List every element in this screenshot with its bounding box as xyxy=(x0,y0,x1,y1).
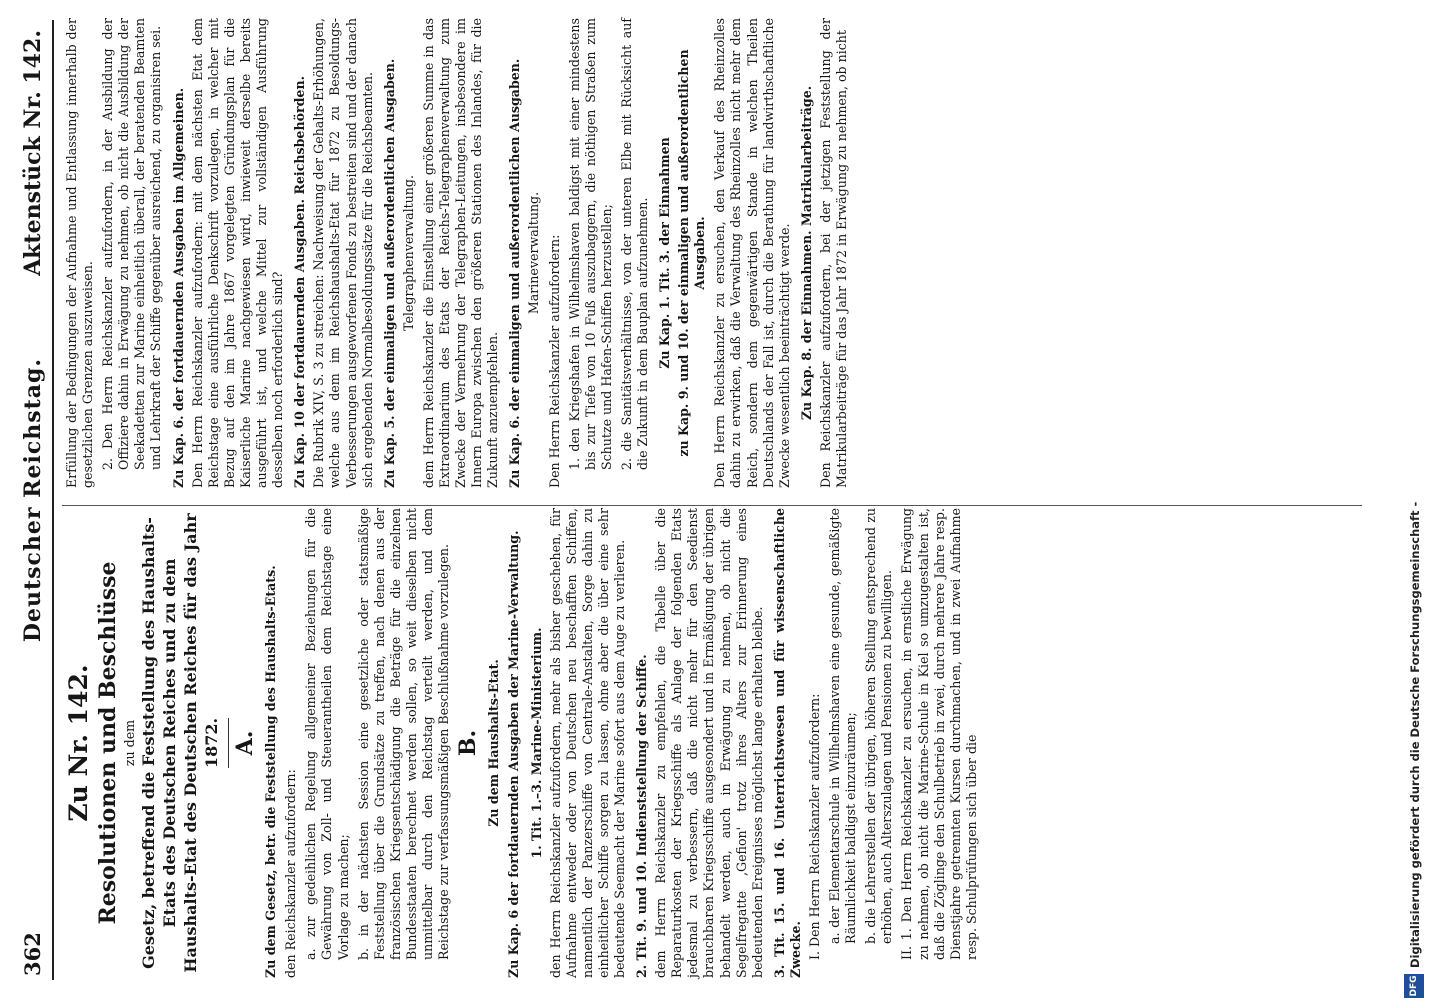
b-sub: Zu Kap. 6 der fortdauernden Ausgaben der Marine-Verwaltung. xyxy=(506,530,522,978)
r-s2-text: Die Rubrik XIV, S. 3 zu streichen: Nachweisung der Gehalts-Erhöhungen, welche aus dem im Reichshaushalts-Etat für 1872 zu Besoldungs-Verbesserungen ausgeworfenen Fonds zu bestreiten sind und der danach sich ergebenden Normalbesoldungssätze für die Reichsbeamten. xyxy=(311,18,375,488)
header-rule xyxy=(52,20,54,980)
r-s5-text: Den Herrn Reichskanzler zu ersuchen, den Verkauf des Rheinzolles dahin zu erwirken, daß die Verwaltung des Rheinzolles nicht mehr dem Reich, sondern dem gegenwärtigen Stande in welchen Theilen Deutschlands der Fall ist, durch die Berathung für landwirthschaftliche Zwecke wesentlich beeinträchtigt werde. xyxy=(712,18,792,488)
b1-text: den Herrn Reichskanzler aufzufordern, mehr als bisher geschehen, für Aufnahme entweder oder von Deutschen neu beschafften Schiffen, namentlich der Panzerschiffe von Centrale-Anstalten, Sorge dahin zu einheitlicher Schiffe sorgen zu lassen, ohne aber die über eine sehr bedeutende Seemacht der Marine sofort aus dem Auge zu verlieren. xyxy=(547,508,627,978)
b3-i: I. Den Herrn Reichskanzler aufzufordern: xyxy=(807,693,822,960)
r-s2-heading: Zu Kap. 10 der fortdauernden Ausgaben. Reichsbehörden. xyxy=(292,76,308,488)
b3-heading: 3. Tit. 15. und 16. Unterrichtswesen und für wissenschaftliche Zwecke. xyxy=(771,508,803,978)
r-s6-text: Den Reichskanzler aufzufordern, bei der jetzigen Feststellung der Matrikularbeiträge für das Jahr 1872 in Erwägung zu nehmen, ob nicht xyxy=(817,18,850,488)
a-item-a: a. zur gedeihlichen Regelung allgemeiner Beziehungen für die Gewährung von Zoll- und Steuerantheilen dem Reichstage eine Vorlage zu machen; xyxy=(303,508,351,960)
digitization-strip xyxy=(1402,0,1430,1000)
r-p2: 2. Den Herrn Reichskanzler aufzufordern, in der Ausbildung der Offiziere dahin in Erwägung zu nehmen, ob nicht die Ausbildung der Seekadetten zur Marine einheitlich überall, der beratenden Beamten und Lehrkraft der Schiffe gegenüber ausreichend, zu organisiren sei. xyxy=(100,18,164,470)
r-s3-text: dem Herrn Reichskanzler die Einstellung einer größeren Summe in das Extraordinarium des Etats der Reichs-Telegraphenverwaltung zum Zwecke der Vermehrung der Telegraphen-Leitungen, insbesondere im Innern Europa zwischen den größeren Stationen des Inlandes, für die Zukunft anzuempfehlen. xyxy=(420,18,501,488)
r-s1-text: Den Herrn Reichskanzler aufzufordern: mit dem nächsten Etat dem Reichstage eine ausführliche Denkschrift vorzulegen, in welcher mit Bezug auf den im Jahre 1867 vorgelegten Gründungsplan für die Kaiserliche Marine nachgewiesen wird, inwieweit derselbe bereits ausgeführt ist, und welche Mittel zur vollständigen Ausführung desselben noch erforderlich sind? xyxy=(189,18,286,488)
page-number: 362 xyxy=(20,932,45,976)
r-s5-heading: Zu Kap. 1. Tit. 3. der Einnahmen xyxy=(657,137,673,369)
b1-heading: 1. Tit. 1.–3. Marine-Ministerium. xyxy=(528,627,544,859)
column-divider xyxy=(62,505,1362,506)
b2-heading: 2. Tit. 9. und 10. Indienststellung der Schiffe. xyxy=(634,654,650,978)
running-title: Deutscher Reichstag. xyxy=(20,357,46,643)
r-s1-heading: Zu Kap. 6. der fortdauernden Ausgaben im Allgemeinen. xyxy=(170,87,186,488)
b-heading: Zu dem Haushalts-Etat. xyxy=(486,659,502,827)
left-column xyxy=(64,508,984,978)
r-s4-heading: Zu Kap. 6. der einmaligen und außerordentlichen Ausgaben. xyxy=(507,58,523,488)
zu-dem: zu dem xyxy=(122,719,137,767)
page-header xyxy=(12,0,52,1000)
heading-main: Resolutionen und Beschlüsse xyxy=(95,561,121,925)
a-heading: Zu dem Gesetz, betr. die Feststellung des Haushalts-Etats. xyxy=(263,565,279,978)
section-b: B. xyxy=(455,729,482,757)
r-s5-heading-b: zu Kap. 9. und 10. der einmaligen und außerordentlichen Ausgaben. xyxy=(676,49,708,457)
r-s4-sub: Marineverwaltung. xyxy=(526,191,542,315)
a-item-b: b. in der nächsten Session eine gesetzliche oder statsmäßige Feststellung über die Grundsätze zu treffen, nach denen aus der französischen Kriegsentschädigung die Beträge für die einzelnen Bundesstaaten berechnet werden sollen, so weit dieselben nicht unmittelbar durch den Reichstag verteilt werden, und dem Reichstage zur verfassungsmäßigen Beschlußnahme vorzulegen. xyxy=(355,508,452,960)
law-title: Gesetz, betreffend die Feststellung des Haushalts-Etats des Deutschen Reiches und zu dem Haushalts-Etat des Deutschen Reiches für das Jahr 1872. xyxy=(139,513,222,973)
b2-text: dem Herrn Reichskanzler zu empfehlen, die Tabelle über die Reparaturkosten der Kriegsschiffe als Anlage der folgenden Etats jedesmal zu verbessern, daß die nicht mehr für den Seedienst brauchbaren Kriegsschiffe ausgesondert und in Ermäßigung der übrigen behandelt werden, auch in Erwägung zu nehmen, ob nicht die Segelfregatte ‚Gefion' trotz ihres Alters zur Erinnerung eines bedeutenden Ereignisses möglichst lange erhalten bleibe. xyxy=(653,508,765,978)
r-s6-heading: Zu Kap. 8. der Einnahmen. Matrikularbeiträge. xyxy=(798,85,814,421)
dfg-logo: DFG xyxy=(1404,974,1424,998)
r-s4-item-1: 1. den Kriegshafen in Wilhelmshaven baldigst mit einer mindestens bis zur Tiefe von 10 Fuß auszubaggern, die nöthigen Straßen zum Schutze und Hafen-Schiffen herzustellen; xyxy=(566,18,614,470)
a-intro: den Reichskanzler aufzufordern: xyxy=(283,769,299,978)
b3-ii: II. 1. Den Herrn Reichskanzler zu ersuchen, in ernstliche Erwägung zu nehmen, ob nicht die Marine-Schule in Kiel so umzugestalten ist, daß die Zöglinge den Schulbetrieb in zwei, durch mehrere Jahre resp. Dienstjahre getrennten Kursen durchmachen, und in zwei Aufnahme resp. Schulprüfungen sich über die xyxy=(899,508,979,960)
attachment-title: Aktenstück Nr. 142. xyxy=(20,30,46,276)
r-s3-sub: Telegraphenverwaltung. xyxy=(400,175,416,331)
digitization-note: Digitalisierung gefördert durch die Deutsche Forschungsgemeinschaft - xyxy=(1408,501,1422,968)
right-column xyxy=(64,18,854,488)
r-p1: Erfüllung der Bedingungen der Aufnahme und Entlassung innerhalb der gesetzlichen Grenzen auszuweisen. xyxy=(64,18,96,488)
r-s4-item-2: 2. die Sanitätsverhältnisse, von der unteren Elbe mit Rücksicht auf die Zukunft in dem Bauplan aufzunehmen. xyxy=(618,18,650,470)
section-a: A. xyxy=(232,730,259,756)
r-s4-text: Den Herrn Reichskanzler aufzufordern: xyxy=(546,234,562,488)
short-rule xyxy=(228,718,229,768)
b3-b: b. die Lehrerstellen der übrigen, höheren Stellung entsprechend zu erhöhen, auch Alterszulagen und Pensionen zu bewilligen. xyxy=(863,508,895,944)
b3-a: a. der Elementarschule in Wilhelmshaven eine gesunde, gemäßigte Räumlichkeit baldigst einzuräumen; xyxy=(827,508,859,944)
r-s3-heading: Zu Kap. 5. der einmaligen und außerordentlichen Ausgaben. xyxy=(381,58,397,488)
heading-nr: Zu Nr. 142. xyxy=(64,664,93,822)
